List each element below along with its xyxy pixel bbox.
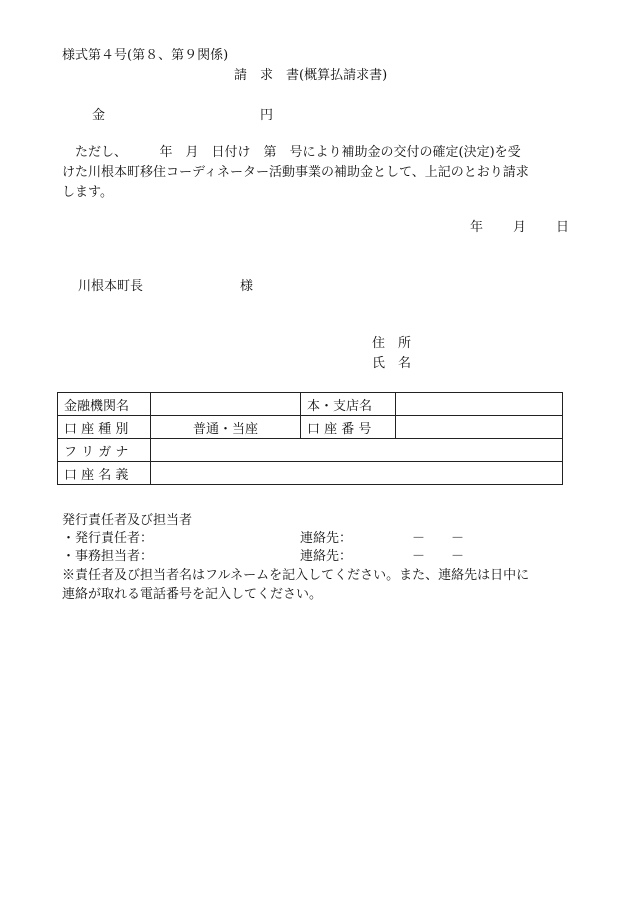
table-row [58, 416, 563, 439]
contact-note [62, 566, 577, 604]
note-line: ※責任者及び担当者名はフルネームを記入してください。また、連絡先は日中に [62, 568, 530, 583]
body-line: けた川根本町移住コーディネーター活動事業の補助金として、上記のとおり請求 [62, 165, 529, 180]
table-row [58, 439, 563, 462]
bank-name-label: 金融機関名 [58, 393, 151, 416]
branch-field[interactable] [396, 393, 563, 416]
amount-unit: 円 [260, 108, 274, 123]
account-holder-label: 口 座 名 義 [58, 462, 151, 485]
account-type-value[interactable]: 普通・当座 [151, 416, 301, 439]
furigana-label: フ リ ガ ナ [58, 439, 151, 462]
table-row [58, 393, 563, 416]
branch-label: 本・支店名 [301, 393, 396, 416]
responsible-person-label: ・発行責任者： [62, 531, 154, 546]
staff-person-label: ・事務担当者： [62, 549, 154, 564]
staff-phone-dashes: － － [412, 549, 465, 564]
table-row [58, 462, 563, 485]
addressee-honorific: 様 [240, 279, 254, 294]
date-day: 日 [556, 220, 570, 235]
request-body [62, 143, 574, 203]
responsible-phone-dashes: － － [412, 531, 465, 546]
contact-heading: 発行責任者及び担当者 [62, 513, 193, 528]
account-holder-field[interactable] [151, 462, 563, 485]
form-number: 様式第４号(第８、第９関係) [62, 48, 229, 63]
staff-phone-label: 連絡先： [300, 549, 353, 564]
date-year: 年 [470, 220, 484, 235]
body-line: します。 [62, 185, 113, 200]
date-month: 月 [513, 220, 527, 235]
account-number-label: 口 座 番 号 [301, 416, 396, 439]
addressee-name: 川根本町長 [78, 279, 144, 294]
account-type-label: 口 座 種 別 [58, 416, 151, 439]
body-line: ただし、 年 月 日付け 第 号により補助金の交付の確定(決定)を受 [75, 145, 521, 160]
bank-name-field[interactable] [151, 393, 301, 416]
furigana-field[interactable] [151, 439, 563, 462]
name-label: 氏 名 [372, 356, 412, 371]
amount-label: 金 [92, 108, 106, 123]
account-number-field[interactable] [396, 416, 563, 439]
document-title: 請 求 書(概算払請求書) [234, 68, 388, 83]
note-line: 連絡が取れる電話番号を記入してください。 [62, 587, 323, 602]
bank-account-table [57, 392, 563, 485]
address-label: 住 所 [372, 336, 412, 351]
responsible-phone-label: 連絡先： [300, 531, 353, 546]
